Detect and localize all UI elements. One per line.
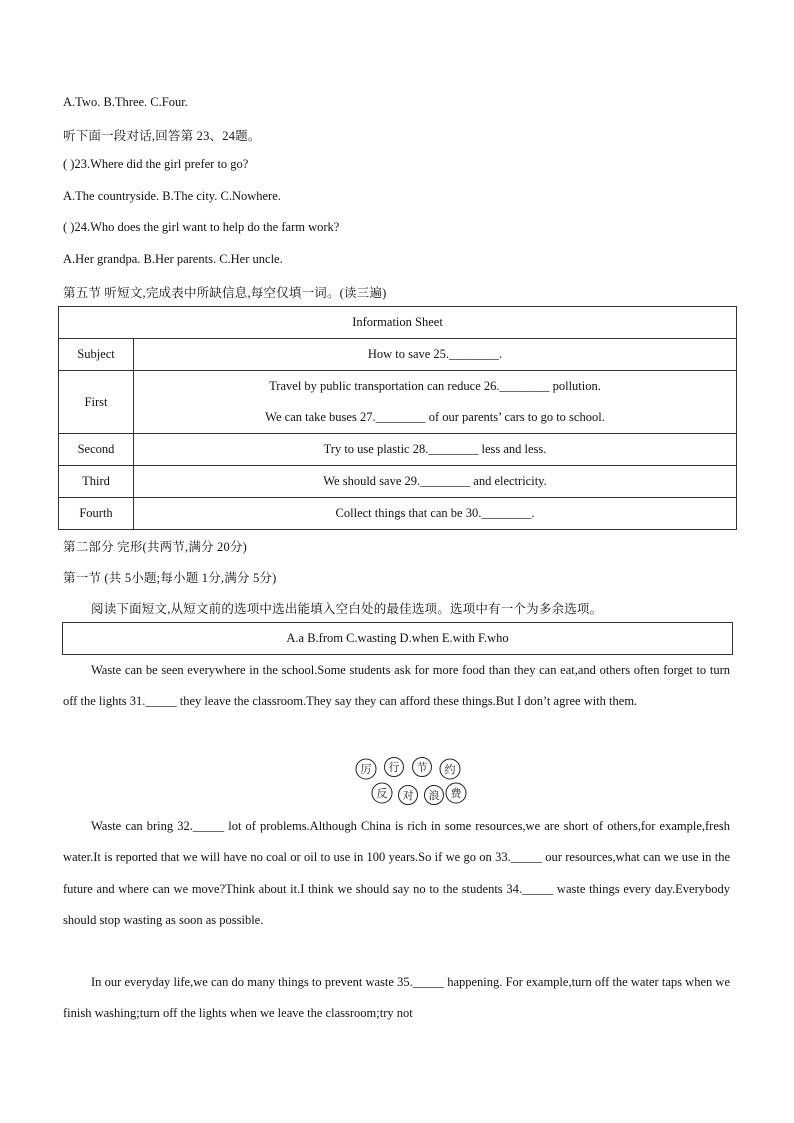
row-line: Travel by public transportation can reduce 26.________ pollution. [269,379,601,393]
paragraph-2 [63,811,730,937]
table-title: Information Sheet [59,307,737,339]
save-waste-logo [352,757,468,807]
option-box: A.a B.from C.wasting D.when E.with F.who [62,622,733,655]
row-content: How to save 25.________. [134,339,737,371]
row-content: Collect things that can be 30.________. [134,498,737,530]
paragraph-text: Waste can be seen everywhere in the school.Some students ask for more food than they can eat,and others often forget to turn off the lights 31._____ they leave the classroom.They say they can afford these things.But I don’t agree with them. [63,663,730,709]
answer-bracket: ( ) [63,220,75,234]
question-stem: 23.Where did the girl prefer to go? [74,157,249,171]
part2-instruction: 阅读下面短文,从短文前的选项中选出能填入空白处的最佳选项。选项中有一个为多余选项。 [91,602,603,616]
row-label: Second [59,434,134,466]
q24-options: A.Her grandpa. B.Her parents. C.Her uncle. [63,252,283,266]
q22-options: A.Two. B.Three. C.Four. [63,95,188,109]
logo-char: 节 [416,761,428,774]
part2-section1-title: 第一节 (共 5小题;每小题 1分,满分 5分) [63,571,277,585]
row-label: Fourth [59,498,134,530]
dialogue-instruction: 听下面一段对话,回答第 23、24题。 [63,129,261,143]
question-23 [63,157,248,172]
paragraph-text: In our everyday life,we can do many things to prevent waste 35._____ happening. For example,turn off the water taps when we finish washing;turn off the lights when we leave the classroom;try not [63,975,730,1021]
row-label: Subject [59,339,134,371]
q23-options: A.The countryside. B.The city. C.Nowhere. [63,189,281,203]
part2-title: 第二部分 完形(共两节,满分 20分) [63,540,248,554]
logo-char: 反 [376,787,388,800]
paragraph-text: Waste can bring 32._____ lot of problems.Although China is rich in some resources,we are short of others,for example,fresh water.It is reported that we will have no coal or oil to use in 100 years.So if we go on 33._____ our resources,what can we use in the future and where can we move?Think about it.I think we should say no to the students 34._____ waste things every day.Everybody should stop wasting as soon as possible. [63,819,730,928]
section5-title: 第五节 听短文,完成表中所缺信息,每空仅填一词。(读三遍) [63,286,387,300]
logo-char: 约 [444,763,456,776]
row-content [134,371,737,434]
row-content: Try to use plastic 28.________ less and less. [134,434,737,466]
logo-char: 费 [450,787,462,800]
question-stem: 24.Who does the girl want to help do the farm work? [74,220,340,234]
information-sheet-table [58,306,737,530]
paragraph-1 [63,655,730,718]
question-24 [63,220,339,235]
row-label: Third [59,466,134,498]
logo-char: 浪 [428,789,440,802]
row-content: We should save 29.________ and electricity. [134,466,737,498]
logo-char: 对 [402,789,414,802]
logo-char: 厉 [360,763,372,776]
answer-bracket: ( ) [63,157,75,171]
logo-char: 行 [388,761,400,774]
row-label: First [59,371,134,434]
row-line: We can take buses 27.________ of our parents’ cars to go to school. [265,410,605,424]
paragraph-3 [63,967,730,1030]
